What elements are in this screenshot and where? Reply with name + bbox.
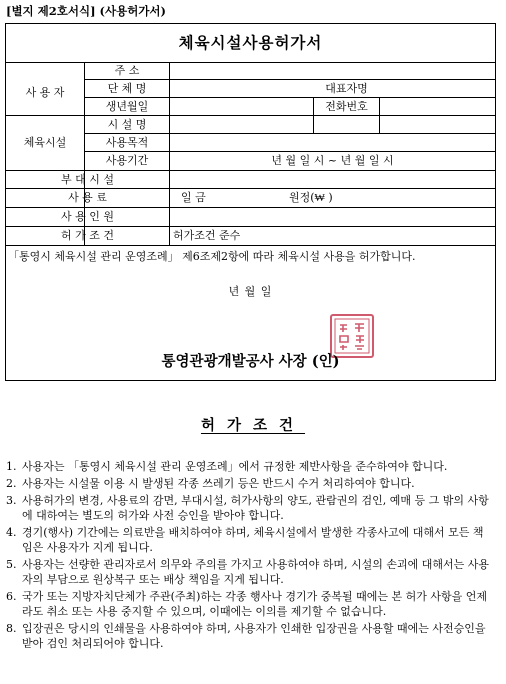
fee-value-suffix: 원정(₩ ) [289,191,333,204]
condition-item [6,621,494,651]
facility-section-label: 체육시설 [23,136,67,149]
condition-item [6,459,494,474]
condition-number: 5. [6,558,17,571]
conditions-label: 허 가 조 건 [61,229,114,242]
rule [6,245,495,246]
condition-item [6,493,494,523]
conditions-section-title [0,414,506,435]
aux-facility-label: 부 대 시 설 [61,173,114,186]
rule [379,97,380,133]
condition-text: 사용자는 시설물 이용 시 발생된 각종 쓰레기 등은 반드시 수거 처리하여야 합니다. [22,477,415,490]
facility-name-label: 시 설 명 [107,118,147,131]
condition-item [6,557,494,587]
period-label: 사용기간 [105,154,149,167]
permit-form [5,23,496,381]
persons-label: 사 용 인 원 [61,210,114,223]
address-label: 주 소 [114,64,140,77]
purpose-label: 사용목적 [105,136,149,149]
signatory: 통영관광개발공사 사장 (인) [161,353,340,370]
birthdate-label: 생년월일 [105,100,149,113]
user-section-label: 사 용 자 [25,86,65,99]
condition-item [6,589,494,619]
conditions-list [6,459,494,653]
form-label: [별지 제2호서식] (사용허가서) [6,4,166,18]
condition-text: 경기(행사) 기간에는 의료반을 배치하여야 하며, 체육시설에서 발생한 각종사고에 대해서 모든 책임은 사용자가 지게 됩니다. [22,526,484,554]
condition-number: 3. [6,494,17,507]
form-title: 체육시설사용허가서 [6,24,495,63]
fee-label: 사 용 료 [68,191,107,204]
fee-value-prefix: 일 금 [181,191,206,204]
condition-text: 사용자는 「통영시 체육시설 관리 운영조례」에서 규정한 제반사항을 준수하여야 합니다. [22,460,448,473]
representative-label: 대표자명 [325,82,368,95]
condition-item [6,525,494,555]
condition-number: 1. [6,460,17,473]
condition-number: 8. [6,622,17,635]
condition-number: 6. [6,590,17,603]
condition-item [6,476,494,491]
phone-label: 전화번호 [325,100,368,113]
condition-text: 사용허가의 변경, 사용료의 감면, 부대시설, 허가사항의 양도, 관람권의 검인, 예매 등 그 밖의 사항에 대하여는 별도의 허가와 사전 승인을 받아야 합니다. [22,494,489,522]
condition-text: 사용자는 선량한 관리자로서 의무와 주의를 가지고 사용하여야 하며, 시설의 손괴에 대해서는 사용자의 부담으로 원상복구 또는 배상 책임을 지게 됩니다. [22,558,489,586]
conditions-value: 허가조건 준수 [173,229,241,242]
condition-text: 입장권은 당시의 인쇄물을 사용하여야 하며, 사용자가 인쇄한 입장권을 사용할 때에는 사전승인을 받아 검인 처리되어야 합니다. [22,622,486,650]
condition-number: 4. [6,526,17,539]
condition-number: 2. [6,477,17,490]
permit-notice: 「통영시 체육시설 관리 운영조례」 제6조제2항에 따라 체육시설 사용을 허가합니다. [8,250,416,263]
issue-date: 년 월 일 [228,285,273,298]
condition-text: 국가 또는 지방자치단체가 주관(주최)하는 각종 행사나 경기가 중복될 때에는 본 허가 사항을 언제라도 취소 또는 사용 중지할 수 있으며, 이때에는 이의를 제기할 수 없습니다. [22,590,487,618]
period-value: 년 월 일 시 ~ 년 월 일 시 [271,154,394,167]
conditions-section-title-text: 허가조건 [200,417,306,434]
org-name-label: 단 체 명 [107,82,147,95]
